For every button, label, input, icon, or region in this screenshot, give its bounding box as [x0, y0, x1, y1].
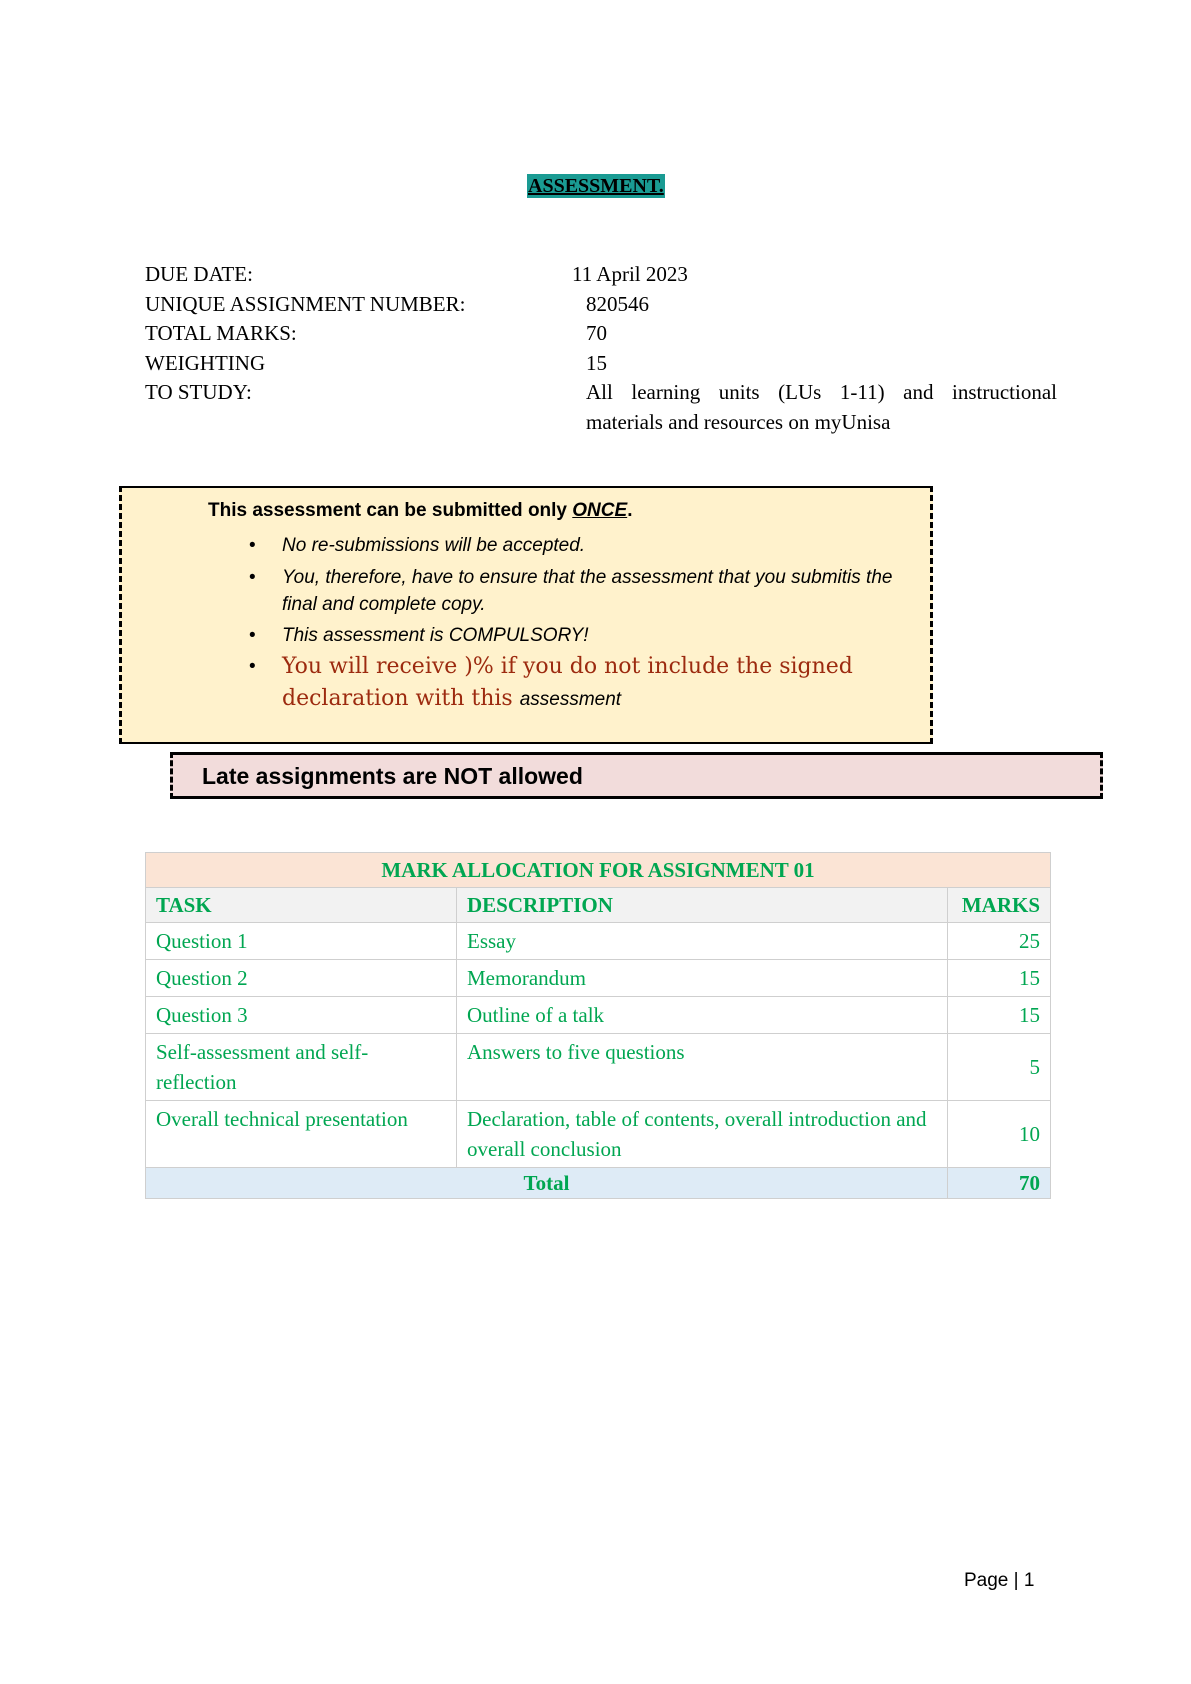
to-study-row: [145, 378, 1055, 438]
declaration-warning-text: You will receive )% if you do not include the signed declaration with this: [282, 654, 853, 711]
page-number: Page | 1: [964, 1570, 1035, 1591]
table-caption: MARK ALLOCATION FOR ASSIGNMENT 01: [146, 853, 1051, 888]
task-cell: Question 1: [146, 923, 457, 960]
list-item: [122, 564, 932, 618]
task-cell: Question 2: [146, 960, 457, 997]
list-item: [122, 532, 932, 559]
weighting-value: 15: [586, 350, 607, 375]
weighting-label: WEIGHTING: [145, 350, 266, 375]
assessment-info: [145, 260, 1055, 438]
task-cell: Question 3: [146, 997, 457, 1034]
unique-number-label: UNIQUE ASSIGNMENT NUMBER:: [145, 291, 466, 316]
marks-cell: 15: [948, 960, 1051, 997]
late-assignments-text: Late assignments are NOT allowed: [202, 763, 583, 789]
total-label: Total: [146, 1168, 948, 1199]
page-title: ASSESSMENT.: [528, 175, 664, 197]
notice-heading-suffix: .: [627, 500, 633, 521]
weighting-row: [145, 349, 1055, 379]
to-study-label: TO STUDY:: [145, 380, 252, 404]
submission-notice-box: [119, 486, 933, 744]
notice-heading-emphasis: ONCE: [572, 500, 628, 521]
to-study-value: All learning units (LUs 1-11) and instructional materials and resources on myUnisa: [586, 380, 1057, 434]
description-cell: Essay: [457, 923, 948, 960]
bullet-icon: •: [249, 625, 256, 646]
total-marks-label: TOTAL MARKS:: [145, 321, 297, 345]
notice-item-text: This assessment is COMPULSORY!: [282, 625, 589, 646]
late-assignments-notice: [170, 752, 1103, 799]
table-row: [146, 923, 1051, 960]
table-row: [146, 997, 1051, 1034]
notice-item-text: You, therefore, have to ensure that the assessment that you submitis the final and complete copy.: [282, 567, 893, 615]
description-cell: Outline of a talk: [457, 997, 948, 1034]
unique-number-row: [145, 290, 1055, 320]
table-caption-row: [146, 853, 1051, 888]
table-total-row: [146, 1168, 1051, 1199]
bullet-icon: •: [249, 567, 256, 588]
task-cell: Overall technical presentation: [146, 1101, 457, 1168]
unique-number-value: 820546: [586, 291, 649, 316]
header-description: DESCRIPTION: [457, 888, 948, 923]
total-marks-row: [145, 319, 1055, 349]
table-row: [146, 1034, 1051, 1101]
list-item: [122, 622, 932, 649]
list-item: [122, 651, 932, 715]
header-task: TASK: [146, 888, 457, 923]
notice-list: [122, 532, 932, 715]
description-cell: Declaration, table of contents, overall introduction and overall conclusion: [457, 1101, 948, 1168]
mark-allocation-table: [145, 852, 1051, 1199]
marks-cell: 10: [948, 1101, 1051, 1168]
description-cell: Memorandum: [457, 960, 948, 997]
marks-cell: 5: [948, 1034, 1051, 1101]
description-cell: Answers to five questions: [457, 1034, 948, 1101]
declaration-warning-tail: assessment: [519, 689, 622, 710]
header-marks: MARKS: [948, 888, 1051, 923]
total-marks-value: 70: [586, 321, 607, 345]
notice-heading-text: This assessment can be submitted only: [208, 500, 573, 521]
table-header-row: [146, 888, 1051, 923]
total-value: 70: [948, 1168, 1051, 1199]
marks-cell: 25: [948, 923, 1051, 960]
marks-cell: 15: [948, 997, 1051, 1034]
bullet-icon: •: [249, 656, 256, 677]
due-date-value: 11 April 2023: [572, 262, 688, 286]
table-row: [146, 1101, 1051, 1168]
notice-item-text: No re-submissions will be accepted.: [282, 535, 586, 556]
bullet-icon: •: [249, 535, 256, 556]
due-date-label: DUE DATE:: [145, 262, 253, 286]
table-row: [146, 960, 1051, 997]
task-cell: Self-assessment and self-reflection: [146, 1034, 457, 1101]
due-date-row: [145, 260, 1055, 290]
notice-heading: [208, 500, 632, 522]
